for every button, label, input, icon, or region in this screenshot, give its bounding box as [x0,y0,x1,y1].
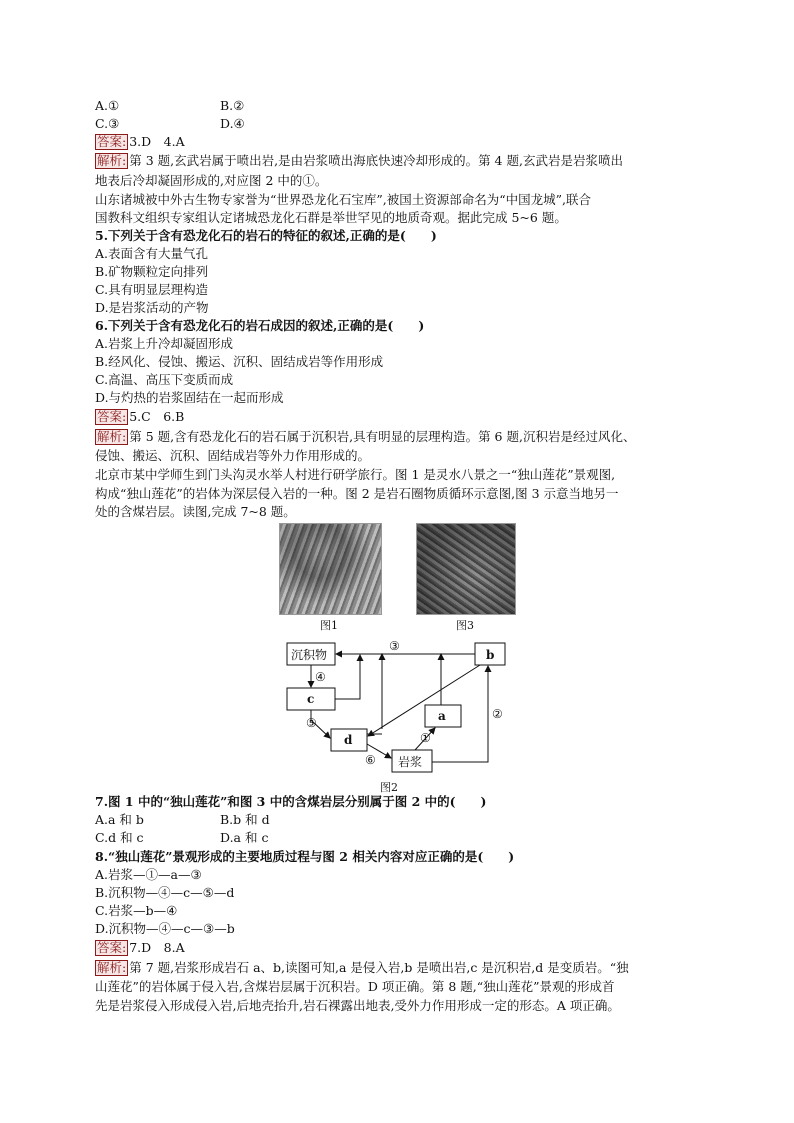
answer-5-6 [95,408,184,425]
answer-tag: 答案: [97,409,127,424]
q6-option-d: D.与灼热的岩浆固结在一起而形成 [95,390,284,405]
q6-stem: 6.下列关于含有恐龙化石的岩石成因的叙述,正确的是( ) [95,318,425,333]
answer-3-4 [95,133,185,150]
arrow-1-label: ① [420,731,431,745]
q6-option-a: A.岩浆上升冷却凝固形成 [95,336,234,351]
q4-option-c: C.③ [95,116,120,131]
figure-3-photo [416,523,516,615]
q5-option-c: C.具有明显层理构造 [95,282,209,297]
arrow-2-label: ② [492,707,503,721]
explanation-5-6-line-2: 侵蚀、搬运、沉积、固结成岩等外力作用形成的。 [95,448,371,463]
answer-7-8 [95,939,185,956]
q7-options-row-1 [95,811,270,828]
intro-7-8-line-2: 构成“独山莲花”的岩体为深层侵入岩的一种。图 2 是岩石圈物质循环示意图,图 3 示意当地另一 [95,486,619,501]
q7-option-b: B.b 和 d [220,812,270,827]
explanation-3-4-line-1 [95,152,623,169]
q7-option-a: A.a 和 b [95,812,144,827]
intro-7-8-line-3: 处的含煤岩层。读图,完成 7~8 题。 [95,504,296,519]
answer-text: 3.D 4.A [129,134,185,149]
explanation-tag: 解析: [97,960,127,975]
figure-3-caption: 图3 [456,619,474,632]
explanation-text: 第 3 题,玄武岩属于喷出岩,是由岩浆喷出海底快速冷却形成的。第 4 题,玄武岩是岩浆喷出 [129,153,623,168]
q6-option-b: B.经风化、侵蚀、搬运、沉积、固结成岩等作用形成 [95,354,384,369]
answer-tag: 答案: [97,134,127,149]
explanation-7-8-line-1 [95,959,629,976]
q4-option-d: D.④ [220,116,245,131]
figure-1-photo [279,523,382,615]
q4-options-row-2 [95,115,245,132]
rock-cycle-diagram [270,632,530,782]
arrow-5-label: ⑤ [306,716,317,730]
q8-option-a: A.岩浆—①—a—③ [95,867,202,882]
q7-stem: 7.图 1 中的“独山莲花”和图 3 中的含煤岩层分别属于图 2 中的( ) [95,794,487,809]
answer-tag: 答案: [97,940,127,955]
q5-stem: 5.下列关于含有恐龙化石的岩石的特征的叙述,正确的是( ) [95,228,437,243]
arrow-3-label: ③ [389,639,400,653]
figure-2-caption: 图2 [380,781,398,794]
intro-5-6-line-1: 山东诸城被中外古生物专家誉为“世界恐龙化石宝库”,被国土资源部命名为“中国龙城”,联合 [95,192,592,207]
q4-option-a: A.① [95,98,120,113]
q4-option-b: B.② [220,98,245,113]
box-a-label: a [438,709,446,723]
q4-options-row-1 [95,97,244,114]
box-c-label: c [307,692,315,706]
q8-option-b: B.沉积物—④—c—⑤—d [95,885,235,900]
answer-text: 5.C 6.B [129,409,185,424]
explanation-7-8-line-3: 先是岩浆侵入形成侵入岩,后地壳抬升,岩石裸露出地表,受外力作用形成一定的形态。A 项正确。 [95,998,620,1013]
arrow-b-to-d [368,665,480,736]
arrow-4-label: ④ [315,670,326,684]
q8-option-c: C.岩浆—b—④ [95,903,178,918]
box-b-label: b [486,648,495,662]
explanation-tag: 解析: [97,429,127,444]
explanation-5-6-line-1 [95,428,635,445]
answer-text: 7.D 8.A [129,940,185,955]
explanation-text: 第 7 题,岩浆形成岩石 a、b,读图可知,a 是侵入岩,b 是喷出岩,c 是沉积岩,d 是变质岩。“独 [129,960,629,975]
box-magma-label: 岩浆 [398,755,423,769]
box-d-label: d [344,733,353,747]
q7-option-c: C.d 和 c [95,830,144,845]
explanation-tag: 解析: [97,153,127,168]
intro-5-6-line-2: 国教科文组织专家组认定诸城恐龙化石群是举世罕见的地质奇观。据此完成 5~6 题。 [95,210,567,225]
q7-option-d: D.a 和 c [220,830,269,845]
q6-option-c: C.高温、高压下变质而成 [95,372,234,387]
q5-option-a: A.表面含有大量气孔 [95,246,209,261]
figure-1-caption: 图1 [320,619,338,632]
explanation-3-4-line-2: 地表后冷却凝固形成的,对应图 2 中的①。 [95,173,328,188]
intro-7-8-line-1: 北京市某中学师生到门头沟灵水举人村进行研学旅行。图 1 是灵水八景之一“独山莲花”景观图, [95,467,616,482]
q5-option-d: D.是岩浆活动的产物 [95,300,209,315]
q8-stem: 8.“独山莲花”景观形成的主要地质过程与图 2 相关内容对应正确的是( ) [95,849,515,864]
q7-options-row-2 [95,829,268,846]
box-sediment-label: 沉积物 [291,648,328,662]
arrow-6-label: ⑥ [365,753,376,767]
arrow-c-to-sediment [335,655,360,699]
q5-option-b: B.矿物颗粒定向排列 [95,264,209,279]
q8-option-d: D.沉积物—④—c—③—b [95,921,235,936]
explanation-7-8-line-2: 山莲花”的岩体属于侵入岩,含煤岩层属于沉积岩。D 项正确。第 8 题,“独山莲花”景观的形成首 [95,979,615,994]
explanation-text: 第 5 题,含有恐龙化石的岩石属于沉积岩,具有明显的层理构造。第 6 题,沉积岩是经过风化、 [129,429,636,444]
